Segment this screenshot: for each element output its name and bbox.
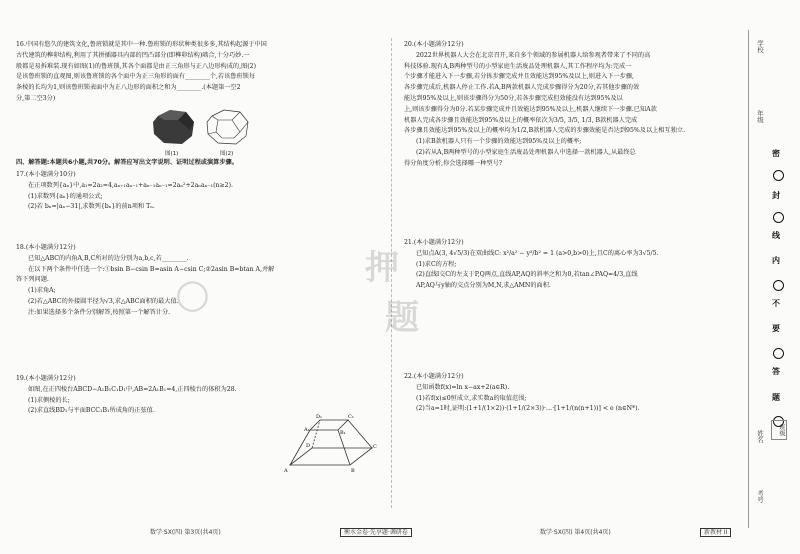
watermark-mark: 题: [385, 298, 419, 338]
info-strip: [748, 30, 767, 528]
q20-line: (1)求B款机器人只有一个步骤的效能达到95%及以上的概率;: [416, 138, 582, 146]
left-page-number: 数学·SX(四) 第3页(共4页): [150, 529, 221, 536]
q16-line: 分,第二空3分): [16, 94, 56, 102]
q20-line: 各步骤完成后,机器人停止工作.若A,B两款机器人完成步骤得分为20分,若其他步骤的效: [404, 84, 640, 92]
seal-word: 内: [772, 256, 780, 265]
name-label: 姓名: [756, 430, 764, 443]
class-box: 班级: [771, 420, 787, 440]
figure-1-caption: 图(1): [165, 151, 179, 157]
figure-2-caption: 图(2): [220, 151, 234, 157]
q18-line: 注:如果选择多个条件分别解答,按照第一个解答计分.: [28, 308, 171, 316]
seal-word: 密: [772, 149, 780, 158]
q17-line: 在正项数列{aₙ}中,a₁=2a₂=4,aₙ₊₁aₙ₋₁+aₙ₋₁aₙ₋₁=2aₙ²+2aₙaₙ₋₁(n≥2).: [28, 181, 233, 189]
q20-line: 各步骤且效能达到95%及以上的概率均为1/2,B款机器人完成的步骤效能是否达到95%及以上相互独立.: [404, 127, 686, 135]
svg-text:C₁: C₁: [348, 414, 354, 420]
question-21: [404, 238, 746, 292]
svg-text:D₁: D₁: [316, 414, 323, 420]
q21-line: (2)直线l交C的左支于P,Q两点,直线AP,AQ的斜率之和为0,若tan∠PAQ=4/3,直线: [416, 271, 638, 279]
q16-line: 是该鲁班锁的直观图,则该鲁班锁的各个面中为正三角形的面有________个,若该鲁班锁每: [16, 73, 256, 81]
q20-line: 个步骤才能进入下一步骤,若分拣步骤完成并且效能达到95%及以上,则进入下一步骤,: [404, 73, 635, 81]
luban-lock-diagram: [204, 108, 252, 150]
question-16: [16, 40, 378, 105]
q20-line: 科技体验.现有A,B两种型号的小型家庭生活废品处理机器人,其工作程序均为:完成一: [404, 62, 632, 70]
luban-lock-photo: [150, 108, 198, 150]
seal-word: 封: [772, 191, 780, 200]
q19-line: 19.(本小题满分12分): [16, 375, 76, 382]
exam-series-tag: 衡水金卷·先享题·调研卷: [340, 528, 412, 537]
question-20: [404, 40, 746, 170]
q20-line: (2)若从A,B两种型号的小型家庭生活废品处理机器人中选择一款机器人,从最终总: [416, 148, 636, 156]
q21-line: 21.(本小题满分12分): [404, 239, 464, 246]
q18-line: (1)求角A;: [28, 287, 56, 295]
svg-text:D: D: [306, 443, 311, 449]
q17-line: (2)若 bₙ=|aₙ−31|,求数列{bₙ}的前n项和 Tₙ.: [28, 203, 155, 211]
q17-line: 17.(本小题满分10分): [16, 171, 76, 178]
edition-tag-wrap: [700, 527, 731, 536]
q20-line: 能达到95%及以上,则该步骤得分为50分,若各步骤完成但效能没有达到95%及以: [404, 94, 623, 102]
q20-line: 2022世界机器人大会在北京召开,来自多个领域的参展机器人给参观者带来了不同的高: [416, 51, 651, 59]
q19-line: (2)求直线BD₁与平面BCC₁B₁所成角的正弦值.: [28, 407, 155, 415]
q20-line: 机器人完成各步骤且效能达到95%及以上的概率依次为3/5, 3/5, 1/3, B款机器人完成: [404, 116, 638, 124]
seal-word: 不: [772, 299, 780, 308]
watermark-mark: 押: [365, 248, 399, 288]
q16-line: 般都是易拆难装.现有如图(1)的鲁班锁,其各个面都是由正三角形与正八边形构成的,图(2): [16, 62, 256, 70]
svg-text:B: B: [351, 468, 355, 474]
q16-line: 古代建筑的榫卯结构,利用了其拼插器具内部的凹凸部分(即榫卯结构)啮合,十分巧妙.一: [16, 51, 250, 59]
q18-line: 18.(本小题满分12分): [16, 244, 76, 251]
question-17: [16, 170, 378, 213]
seal-word: 线: [772, 231, 780, 240]
q22-line: 已知函数f(x)=ln x−ax+2(a∈R).: [416, 383, 510, 391]
q21-line: 已知点A(3, 4√5/3)在双曲线C: x²/a² − y²/b² = 1 (a>0,b>0)上,且C的离心率为3√5/5.: [416, 249, 659, 257]
q22-line: 22.(本小题满分12分): [404, 373, 464, 380]
seal-word: 答: [772, 367, 780, 376]
school-label: 学校: [756, 40, 764, 53]
q20-line: 20.(本小题满分12分): [404, 41, 464, 48]
section-heading: 四、解答题:本题共6小题,共70分。解答应写出文字说明、证明过程或演算步骤。: [16, 159, 238, 166]
q22-line: (1)若f(x)≤0恒成立,求实数a的取值范围;: [416, 394, 527, 402]
seal-circle-icon: [773, 280, 784, 291]
q18-line: 答下列问题.: [16, 276, 49, 284]
q19-line: 如图,在正四棱台ABCD−A₁B₁C₁D₁中,AB=2A₁B₁=4,正四棱台的体积为28.: [28, 385, 237, 393]
seal-circle-icon: [773, 212, 784, 223]
number-label: 考号: [756, 490, 764, 503]
q21-line: AP,AQ与y轴的交点分别为M,N,求△AMN的面积.: [416, 282, 551, 290]
q20-line: 得分角度分析,你会选择哪一种型号?: [404, 159, 503, 167]
svg-text:B₁: B₁: [340, 430, 346, 436]
seal-line: [770, 30, 788, 528]
exam-tag-wrap: [340, 527, 412, 536]
svg-text:A: A: [284, 468, 288, 474]
q19-line: (1)求侧棱的长;: [28, 396, 70, 404]
right-page-number: 数学·SX(四) 第4页(共4页): [540, 529, 611, 536]
watermark-mark: ○: [175, 270, 210, 317]
seal-circle-icon: [773, 170, 784, 181]
q18-line: (2)若△ABC的外接圆半径为√3,求△ABC面积的最大值.: [28, 297, 179, 305]
grade-label: 年级: [756, 110, 764, 123]
seal-circle-icon: [773, 348, 784, 359]
q16-line: 16.中国有悠久的建筑文化,鲁班锁就是其中一种.鲁班锁的形状种类很多多,其结构起源于中国: [16, 41, 267, 48]
q16-line: 条棱的长均为1,则该鲁班锁表面中为正八边形的面积之和为________.(本题第一空2: [16, 84, 241, 92]
seal-word: 题: [772, 393, 780, 402]
svg-text:C: C: [373, 444, 377, 450]
question-22: [404, 372, 746, 415]
seal-word: 要: [772, 324, 780, 333]
edition-tag: 新教材 II: [700, 528, 731, 537]
frustum-diagram: [280, 410, 380, 484]
q21-line: (1)求C的方程;: [416, 260, 457, 268]
q18-line: 在以下两个条件中任选一个:①bsin B−csin B=asin A−csin C;②2asin B=btan A,并解: [28, 265, 275, 273]
q18-line: 已知△ABC的内角A,B,C所对的边分别为a,b,c,若________.: [28, 254, 189, 262]
svg-text:A₁: A₁: [304, 427, 310, 433]
q17-line: (1)求数列{aₙ}的通项公式;: [28, 192, 103, 200]
q22-line: (2)当a=1时,证明:(1+1/(1×2))·(1+1/(2×3))·…·[1+1/(n(n+1))] < e (n∈N*).: [416, 405, 640, 413]
q20-line: 上,则该步骤得分为0分.若某步骤完成并且效能达到95%及以上,机器人继续下一步骤.已知A款: [404, 105, 657, 113]
